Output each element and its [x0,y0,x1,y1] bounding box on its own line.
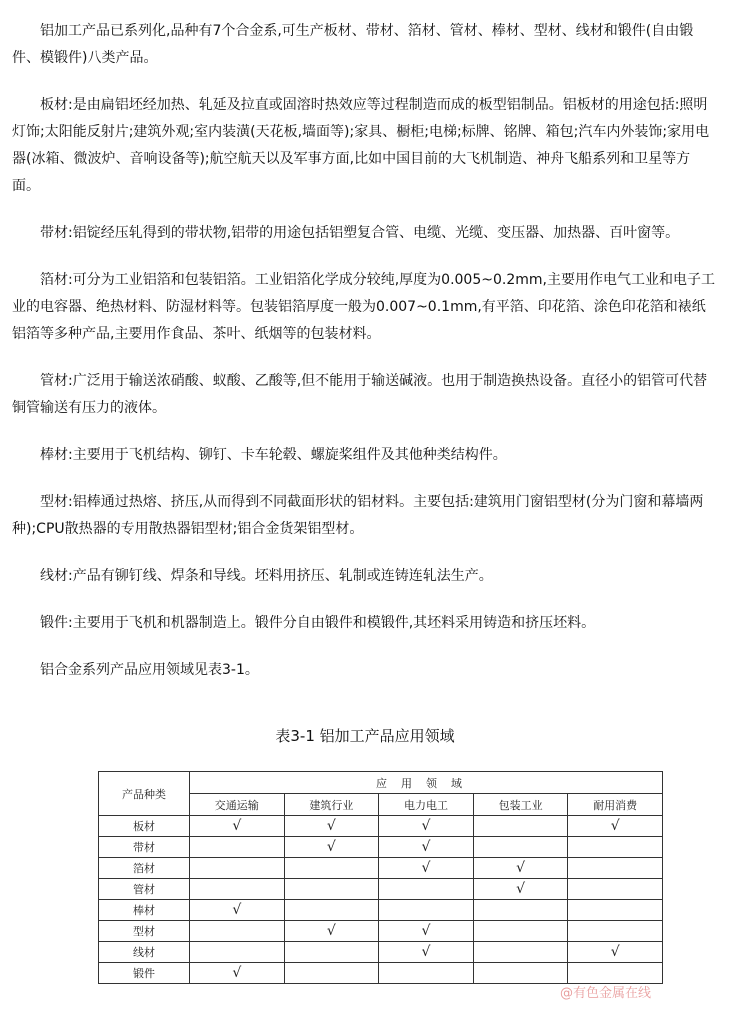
table-cell [379,900,474,921]
table-cell [568,879,663,900]
table-cell [284,900,379,921]
table-cell: √ [190,963,285,984]
row-label: 管材 [99,879,190,900]
paragraph-profile: 型材:铝棒通过热熔、挤压,从而得到不同截面形状的铝材料。主要包括:建筑用门窗铝型材(分为门窗和幕墙两种);CPU散热器的专用散热器铝型材;铝合金货架铝型材。 [12,494,704,537]
table-cell: √ [379,942,474,963]
table-cell: √ [379,858,474,879]
table-row [99,858,663,879]
row-label: 线材 [99,942,190,963]
table-cell [473,921,568,942]
table-cell: √ [284,816,379,837]
application-table [98,771,663,984]
table-row [99,921,663,942]
paragraph-intro: 铝加工产品已系列化,品种有7个合金系,可生产板材、带材、箔材、管材、棒材、型材、线材和锻件(自由锻件、模锻件)八类产品。 [12,23,694,66]
column-header: 电力电工 [379,794,474,816]
row-label: 箔材 [99,858,190,879]
table-cell: √ [190,900,285,921]
table-cell [473,837,568,858]
table-cell: √ [473,858,568,879]
table-cell [190,942,285,963]
table-cell: √ [568,816,663,837]
paragraph-forging: 锻件:主要用于飞机和机器制造上。锻件分自由锻件和模锻件,其坯料采用铸造和挤压坯料。 [40,615,596,631]
table-cell: √ [379,837,474,858]
table-cell [568,837,663,858]
table-cell [568,963,663,984]
table-cell [190,858,285,879]
table-cell [190,921,285,942]
table-cell [473,900,568,921]
product-type-header: 产品种类 [99,772,190,816]
paragraph-plate: 板材:是由扁铝坯经加热、轧延及拉直或固溶时热效应等过程制造而成的板型铝制品。铝板材的用途包括:照明灯饰;太阳能反射片;建筑外观;室内装潢(天花板,墙面等);家具、橱柜;电梯;标牌、铭牌、箱包;汽车内外装饰;家用电器(冰箱、微波炉、音响设备等);航空航天以及军事方面,比如中国目前的大飞机制造、神舟飞船系列和卫星等方面。 [12,97,710,194]
watermark: @有色金属在线 [560,986,652,1001]
paragraph-bar: 棒材:主要用于飞机结构、铆钉、卡车轮毂、螺旋桨组件及其他种类结构件。 [40,447,507,463]
column-header: 建筑行业 [284,794,379,816]
table-cell: √ [284,921,379,942]
paragraph-tube: 管材:广泛用于输送浓硝酸、蚁酸、乙酸等,但不能用于输送碱液。也用于制造换热设备。直径小的铝管可代替铜管输送有压力的液体。 [12,373,708,416]
table-cell: √ [379,816,474,837]
table-row [99,879,663,900]
table-cell [284,879,379,900]
table-row [99,837,663,858]
table-cell [284,942,379,963]
column-header: 交通运输 [190,794,285,816]
table-cell [473,816,568,837]
table-cell [190,879,285,900]
document-body [12,18,718,704]
table-cell: √ [473,879,568,900]
table-cell [568,921,663,942]
application-area-header: 应用领域 [190,772,663,794]
table-row [99,900,663,921]
table-caption: 表3-1 铝加工产品应用领域 [275,727,455,745]
table-cell: √ [284,837,379,858]
table-header-row [99,772,663,794]
table-cell [379,879,474,900]
paragraph-foil: 箔材:可分为工业铝箔和包装铝箔。工业铝箔化学成分较纯,厚度为0.005~0.2mm,主要用作电气工业和电子工业的电容器、绝热材料、防湿材料等。包装铝箔厚度一般为0.007~0.1mm,有平箔、印花箔、涂色印花箔和裱纸铝箔等多种产品,主要用作食品、茶叶、纸烟等的包装材料。 [12,272,715,342]
table-row [99,963,663,984]
table-body [99,816,663,984]
table-cell [190,837,285,858]
column-header: 耐用消费 [568,794,663,816]
table-row [99,816,663,837]
row-label: 带材 [99,837,190,858]
row-label: 型材 [99,921,190,942]
table-row [99,942,663,963]
table-cell: √ [379,921,474,942]
row-label: 锻件 [99,963,190,984]
table-cell [473,963,568,984]
table-cell: √ [568,942,663,963]
table-cell [284,858,379,879]
table-cell [284,963,379,984]
row-label: 板材 [99,816,190,837]
column-header: 包装工业 [473,794,568,816]
table-cell: √ [190,816,285,837]
table-cell [473,942,568,963]
table-cell [568,900,663,921]
row-label: 棒材 [99,900,190,921]
table-cell [379,963,474,984]
paragraph-strip: 带材:铝锭经压轧得到的带状物,铝带的用途包括铝塑复合管、电缆、光缆、变压器、加热器、百叶窗等。 [40,225,680,241]
paragraph-wire: 线材:产品有铆钉线、焊条和导线。坯料用挤压、轧制或连铸连轧法生产。 [40,568,493,584]
table-cell [568,858,663,879]
paragraph-table-ref: 铝合金系列产品应用领域见表3-1。 [40,662,259,678]
